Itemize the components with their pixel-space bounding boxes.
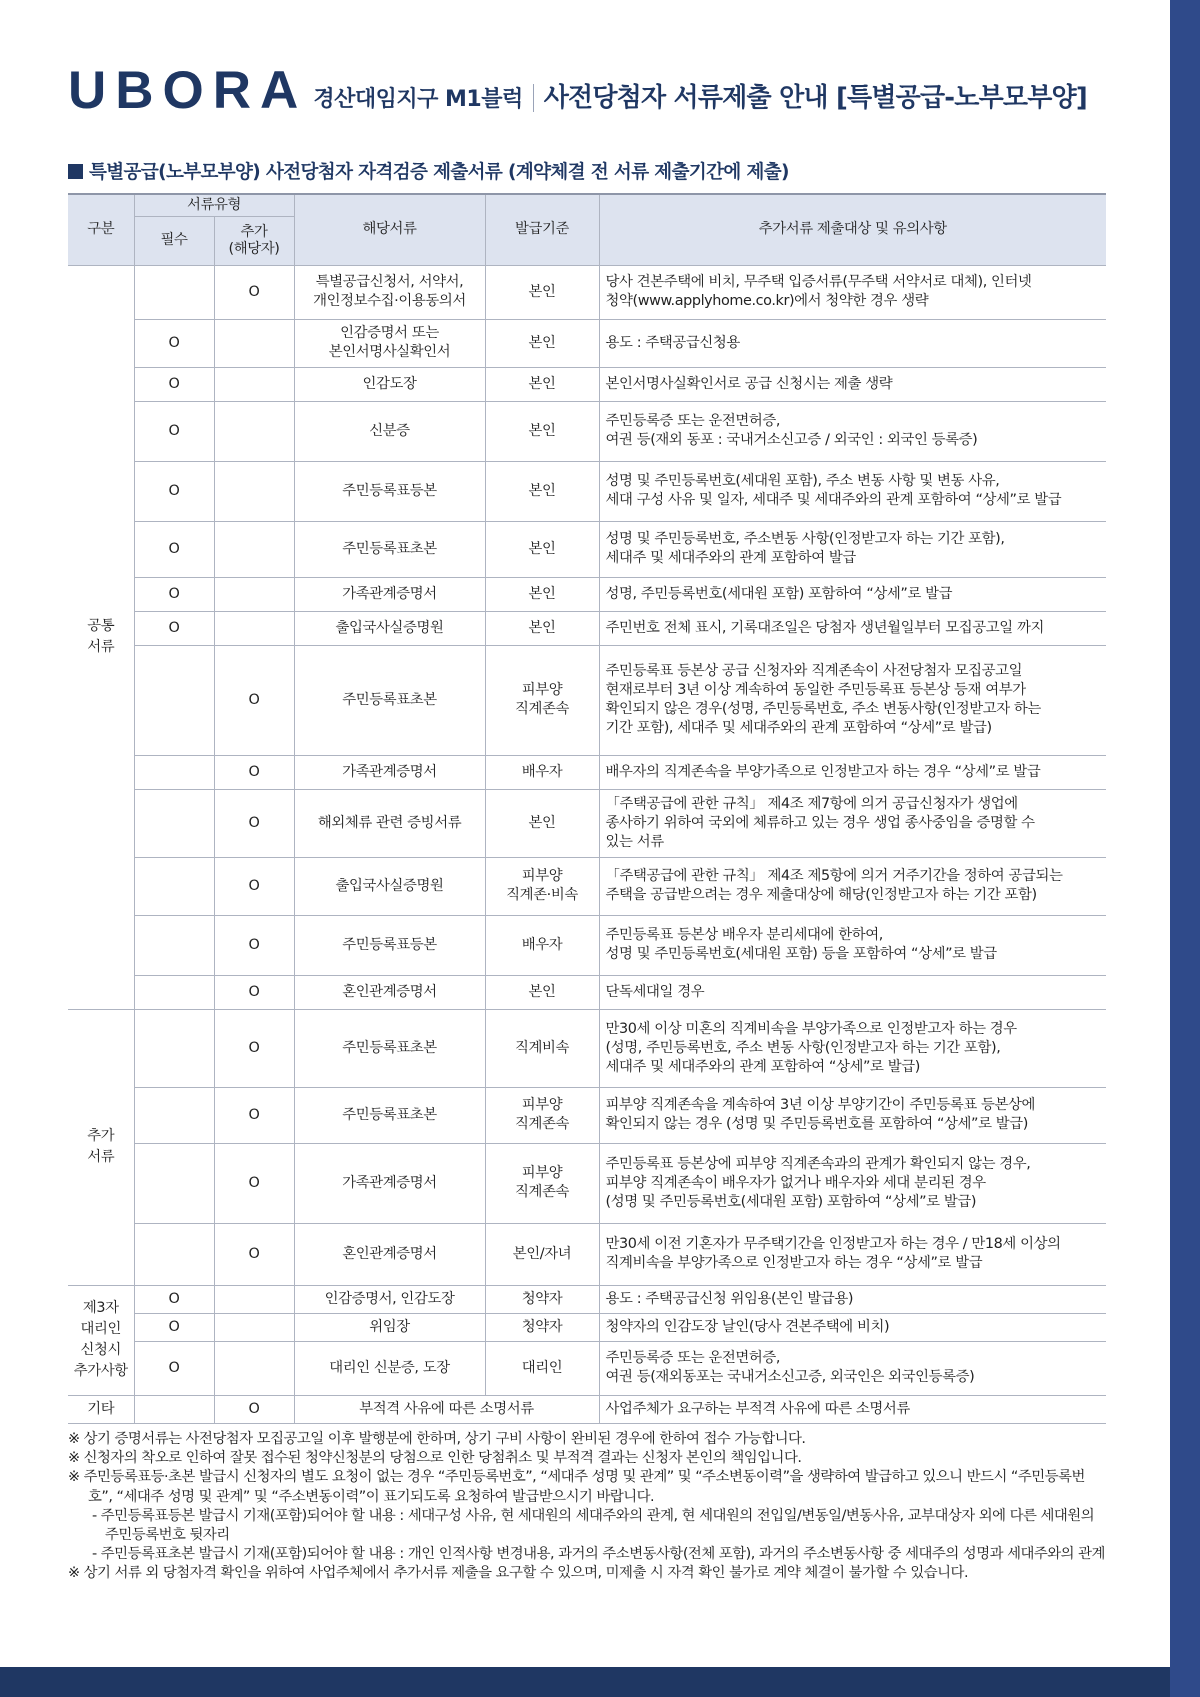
note-text: 성명, 주민등록번호(세대원 포함) 포함하여 “상세”로 발급	[599, 577, 1106, 611]
section-title	[68, 158, 789, 184]
table-row	[68, 975, 1106, 1009]
required-mark: O	[134, 367, 214, 401]
table-row	[68, 521, 1106, 577]
required-mark	[134, 265, 214, 319]
issuer-basis: 청약자	[485, 1313, 599, 1341]
group-label-common: 공통 서류	[68, 265, 134, 1009]
bottom-edge-bar	[0, 1667, 1170, 1697]
issuer-basis: 본인	[485, 611, 599, 645]
footnote-sub: - 주민등록표초본 발급시 기재(포함)되어야 할 내용 : 개인 인적사항 변경내용, 과거의 주소변동사항(전체 포함), 과거의 주소변동사항 중 세대주의 성명과 세대주와의 관계	[92, 1546, 1105, 1563]
header-additional: 추가 (해당자)	[214, 216, 294, 265]
issuer-basis: 피부양 직계존속	[485, 1143, 599, 1223]
table-row	[68, 1087, 1106, 1143]
issuer-basis: 대리인	[485, 1341, 599, 1395]
brand-logo: UBORA	[68, 61, 308, 120]
required-mark: O	[134, 611, 214, 645]
additional-mark	[214, 1341, 294, 1395]
note-text: 본인서명사실확인서로 공급 신청시는 제출 생략	[599, 367, 1106, 401]
issuer-basis: 피부양 직계존·비속	[485, 857, 599, 915]
table-row	[68, 1285, 1106, 1313]
table-row	[68, 611, 1106, 645]
note-text: 피부양 직계존속을 계속하여 3년 이상 부양기간이 주민등록표 등본상에 확인되지 않는 경우 (성명 및 주민등록번호를 포함하여 “상세”로 발급)	[599, 1087, 1106, 1143]
documents-table-body	[68, 265, 1106, 1423]
required-mark: O	[134, 577, 214, 611]
note-text: 만30세 이상 미혼의 직계비속을 부양가족으로 인정받고자 하는 경우 (성명, 주민등록번호, 주소 변동 사항(인정받고자 하는 기간 포함), 세대주 및 세대주와의 관계 포함하여 “상세”로 발급)	[599, 1009, 1106, 1087]
additional-mark: O	[214, 975, 294, 1009]
footnotes	[68, 1430, 1108, 1584]
note-text: 용도 : 주택공급신청용	[599, 319, 1106, 367]
table-row	[68, 645, 1106, 755]
document-name: 인감증명서 또는 본인서명사실확인서	[294, 319, 485, 367]
document-name: 신분증	[294, 401, 485, 461]
note-text: 주민등록표 등본상 배우자 분리세대에 한하여, 성명 및 주민등록번호(세대원 포함) 등을 포함하여 “상세”로 발급	[599, 915, 1106, 975]
table-row	[68, 401, 1106, 461]
project-name: 경산대임지구 M1블럭	[313, 87, 523, 112]
note-text: 사업주체가 요구하는 부적격 사유에 따른 소명서류	[599, 1395, 1106, 1423]
note-text: 용도 : 주택공급신청 위임용(본인 발급용)	[599, 1285, 1106, 1313]
table-row	[68, 319, 1106, 367]
issuer-basis: 피부양 직계존속	[485, 1087, 599, 1143]
group-label-etc: 기타	[68, 1395, 134, 1423]
required-mark: O	[134, 401, 214, 461]
required-mark: O	[134, 1341, 214, 1395]
table-row	[68, 1341, 1106, 1395]
issuer-basis: 청약자	[485, 1285, 599, 1313]
header-required: 필수	[134, 216, 214, 265]
table-row	[68, 577, 1106, 611]
additional-mark	[214, 367, 294, 401]
issuer-basis: 본인/자녀	[485, 1223, 599, 1285]
table-row	[68, 1223, 1106, 1285]
table-row	[68, 789, 1106, 857]
header-document: 해당서류	[294, 194, 485, 265]
documents-table	[68, 193, 1106, 1424]
required-mark: O	[134, 521, 214, 577]
header-doc-type: 서류유형	[134, 194, 294, 216]
issuer-basis: 본인	[485, 367, 599, 401]
document-name: 주민등록표초본	[294, 1087, 485, 1143]
additional-mark: O	[214, 755, 294, 789]
document-name: 출입국사실증명원	[294, 611, 485, 645]
required-mark	[134, 789, 214, 857]
issuer-basis: 본인	[485, 461, 599, 521]
header-divider	[533, 84, 534, 112]
page-header	[68, 61, 1087, 120]
additional-mark	[214, 1313, 294, 1341]
issuer-basis: 본인	[485, 789, 599, 857]
table-row	[68, 915, 1106, 975]
note-text: 단독세대일 경우	[599, 975, 1106, 1009]
document-name: 대리인 신분증, 도장	[294, 1341, 485, 1395]
required-mark	[134, 1395, 214, 1423]
table-row	[68, 1143, 1106, 1223]
required-mark	[134, 915, 214, 975]
document-name: 혼인관계증명서	[294, 1223, 485, 1285]
required-mark	[134, 1087, 214, 1143]
document-name: 주민등록표등본	[294, 915, 485, 975]
required-mark: O	[134, 1285, 214, 1313]
document-name: 가족관계증명서	[294, 577, 485, 611]
issuer-basis: 배우자	[485, 755, 599, 789]
note-text: 주민등록증 또는 운전면허증, 여권 등(재외동포는 국내거소신고증, 외국인은 외국인등록증)	[599, 1341, 1106, 1395]
required-mark	[134, 755, 214, 789]
additional-mark: O	[214, 915, 294, 975]
additional-mark: O	[214, 857, 294, 915]
issuer-basis: 본인	[485, 265, 599, 319]
table-row	[68, 367, 1106, 401]
additional-mark: O	[214, 645, 294, 755]
document-name: 인감도장	[294, 367, 485, 401]
footnote-sub: - 주민등록표등본 발급시 기재(포함)되어야 할 내용 : 세대구성 사유, 현 세대원의 세대주와의 관계, 현 세대원의 전입일/변동일/변동사유, 교부대상자 외에 다른 세대원의 주민등록번호 뒷자리	[92, 1507, 1095, 1544]
table-row	[68, 755, 1106, 789]
note-text: 만30세 이전 기혼자가 무주택기간을 인정받고자 하는 경우 / 만18세 이상의 직계비속을 부양가족으로 인정받고자 하는 경우 “상세”로 발급	[599, 1223, 1106, 1285]
document-name: 주민등록표초본	[294, 521, 485, 577]
table-row	[68, 1009, 1106, 1087]
issuer-basis: 본인	[485, 577, 599, 611]
note-text: 「주택공급에 관한 규칙」 제4조 제5항에 의거 거주기간을 정하여 공급되는 주택을 공급받으려는 경우 제출대상에 해당(인정받고자 하는 기간 포함)	[599, 857, 1106, 915]
additional-mark	[214, 461, 294, 521]
required-mark	[134, 645, 214, 755]
table-row	[68, 1313, 1106, 1341]
additional-mark	[214, 577, 294, 611]
document-name: 부적격 사유에 따른 소명서류	[294, 1395, 599, 1423]
page-title: 사전당첨자 서류제출 안내 [특별공급-노부모부양]	[543, 83, 1087, 113]
group-label-extra: 추가 서류	[68, 1009, 134, 1285]
issuer-basis: 본인	[485, 401, 599, 461]
document-name: 가족관계증명서	[294, 1143, 485, 1223]
footnote: ※ 주민등록표등·초본 발급시 신청자의 별도 요청이 없는 경우 “주민등록번호”, “세대주 성명 및 관계” 및 “주소변동이력”을 생략하여 발급하고 있으니 반드시 “주민등록번호”, “세대주 성명 및 관계” 및 “주소변동이력”이 표기되도록 요청하여 발급받으시기 바랍니다.	[68, 1469, 1085, 1505]
document-name: 위임장	[294, 1313, 485, 1341]
note-text: 당사 견본주택에 비치, 무주택 입증서류(무주택 서약서로 대체), 인터넷 청약(www.applyhome.co.kr)에서 청약한 경우 생략	[599, 265, 1106, 319]
document-name: 주민등록표초본	[294, 1009, 485, 1087]
header-issuer: 발급기준	[485, 194, 599, 265]
additional-mark: O	[214, 265, 294, 319]
issuer-basis: 본인	[485, 319, 599, 367]
note-text: 청약자의 인감도장 날인(당사 견본주택에 비치)	[599, 1313, 1106, 1341]
additional-mark: O	[214, 789, 294, 857]
footnote: ※ 신청자의 착오로 인하여 잘못 접수된 청약신청분의 당첨으로 인한 당첨취소 및 부적격 결과는 신청자 본인의 책임입니다.	[68, 1450, 802, 1467]
document-name: 해외체류 관련 증빙서류	[294, 789, 485, 857]
header-notes: 추가서류 제출대상 및 유의사항	[599, 194, 1106, 265]
document-name: 혼인관계증명서	[294, 975, 485, 1009]
square-bullet-icon	[68, 164, 83, 179]
table-row	[68, 265, 1106, 319]
additional-mark	[214, 319, 294, 367]
note-text: 「주택공급에 관한 규칙」 제4조 제7항에 의거 공급신청자가 생업에 종사하기 위하여 국외에 체류하고 있는 경우 생업 종사중임을 증명할 수 있는 서류	[599, 789, 1106, 857]
required-mark	[134, 1009, 214, 1087]
document-name: 가족관계증명서	[294, 755, 485, 789]
table-row	[68, 1395, 1106, 1423]
additional-mark	[214, 611, 294, 645]
document-name: 특별공급신청서, 서약서, 개인정보수집·이용동의서	[294, 265, 485, 319]
required-mark: O	[134, 461, 214, 521]
right-edge-bar	[1170, 0, 1200, 1697]
issuer-basis: 본인	[485, 975, 599, 1009]
issuer-basis: 피부양 직계존속	[485, 645, 599, 755]
note-text: 주민번호 전체 표시, 기록대조일은 당첨자 생년월일부터 모집공고일 까지	[599, 611, 1106, 645]
note-text: 성명 및 주민등록번호, 주소변동 사항(인정받고자 하는 기간 포함), 세대주 및 세대주와의 관계 포함하여 발급	[599, 521, 1106, 577]
required-mark: O	[134, 319, 214, 367]
issuer-basis: 배우자	[485, 915, 599, 975]
document-name: 주민등록표초본	[294, 645, 485, 755]
note-text: 주민등록증 또는 운전면허증, 여권 등(재외 동포 : 국내거소신고증 / 외국인 : 외국인 등록증)	[599, 401, 1106, 461]
footnote: ※ 상기 서류 외 당첨자격 확인을 위하여 사업주체에서 추가서류 제출을 요구할 수 있으며, 미제출 시 자격 확인 불가로 계약 체결이 불가할 수 있습니다.	[68, 1565, 969, 1582]
section-title-text: 특별공급(노부모부양) 사전당첨자 자격검증 제출서류 (계약체결 전 서류 제출기간에 제출)	[89, 162, 789, 183]
group-label-proxy: 제3자 대리인 신청시 추가사항	[68, 1285, 134, 1395]
table-row	[68, 857, 1106, 915]
additional-mark: O	[214, 1009, 294, 1087]
required-mark	[134, 1143, 214, 1223]
required-mark	[134, 1223, 214, 1285]
note-text: 주민등록표 등본상 공급 신청자와 직계존속이 사전당첨자 모집공고일 현재로부터 3년 이상 계속하여 동일한 주민등록표 등본상 등재 여부가 확인되지 않은 경우(성명, 주민등록번호, 주소 변동사항(인정받고자 하는 기간 포함), 세대주 및 세대주와의 관계 포함하여 “상세”로 발급)	[599, 645, 1106, 755]
required-mark	[134, 857, 214, 915]
additional-mark: O	[214, 1143, 294, 1223]
additional-mark	[214, 1285, 294, 1313]
footnote: ※ 상기 증명서류는 사전당첨자 모집공고일 이후 발행분에 한하며, 상기 구비 사항이 완비된 경우에 한하여 접수 가능합니다.	[68, 1431, 806, 1447]
note-text: 주민등록표 등본상에 피부양 직계존속과의 관계가 확인되지 않는 경우, 피부양 직계존속이 배우자가 없거나 배우자와 세대 분리된 경우 (성명 및 주민등록번호(세대원 포함) 포함하여 “상세”로 발급)	[599, 1143, 1106, 1223]
additional-mark	[214, 521, 294, 577]
additional-mark	[214, 401, 294, 461]
table-row	[68, 461, 1106, 521]
additional-mark: O	[214, 1223, 294, 1285]
header-category: 구분	[68, 194, 134, 265]
required-mark: O	[134, 1313, 214, 1341]
document-name: 주민등록표등본	[294, 461, 485, 521]
note-text: 배우자의 직계존속을 부양가족으로 인정받고자 하는 경우 “상세”로 발급	[599, 755, 1106, 789]
additional-mark: O	[214, 1395, 294, 1423]
required-mark	[134, 975, 214, 1009]
document-name: 출입국사실증명원	[294, 857, 485, 915]
document-name: 인감증명서, 인감도장	[294, 1285, 485, 1313]
note-text: 성명 및 주민등록번호(세대원 포함), 주소 변동 사항 및 변동 사유, 세대 구성 사유 및 일자, 세대주 및 세대주와의 관계 포함하여 “상세”로 발급	[599, 461, 1106, 521]
additional-mark: O	[214, 1087, 294, 1143]
issuer-basis: 본인	[485, 521, 599, 577]
issuer-basis: 직계비속	[485, 1009, 599, 1087]
